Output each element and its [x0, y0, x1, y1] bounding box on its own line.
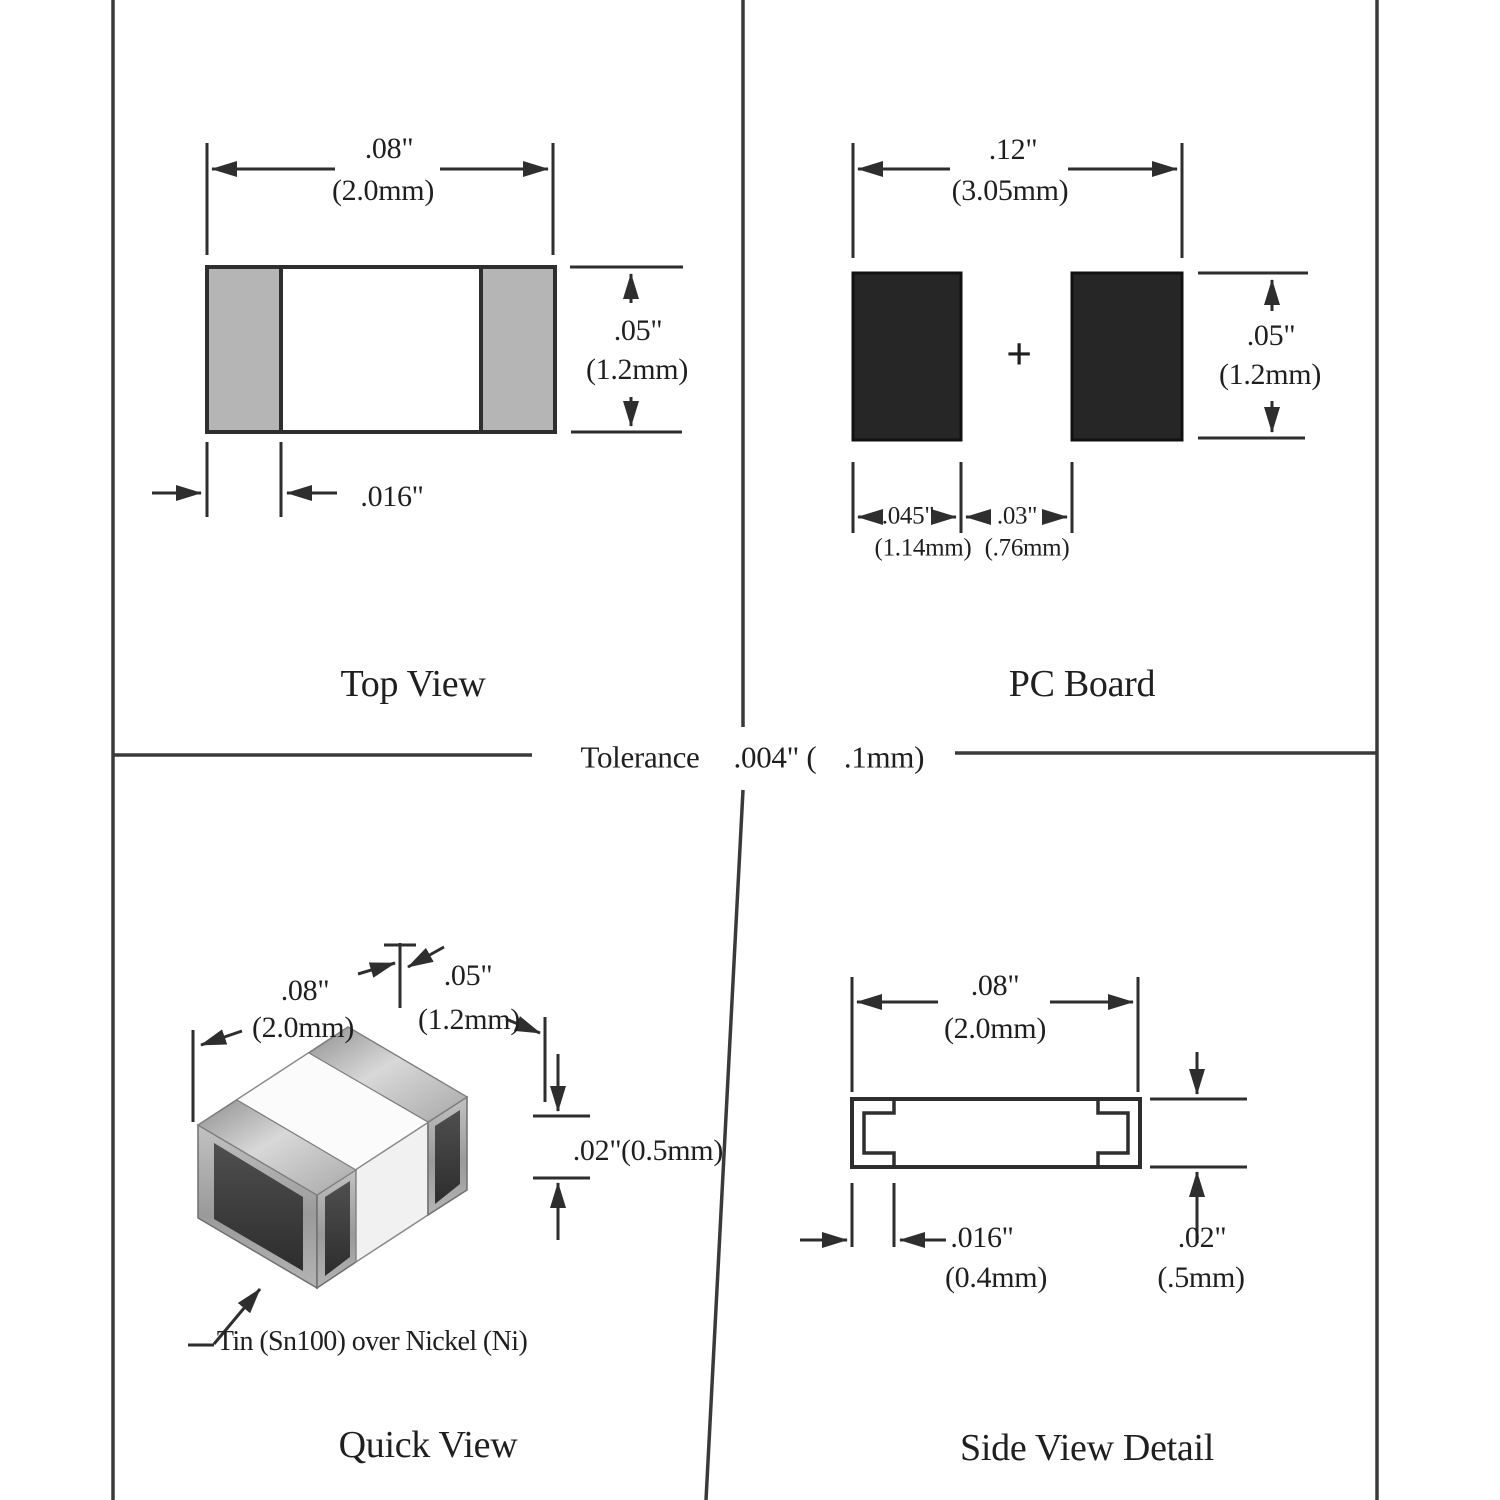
tolerance-inch-value: .004" (: [733, 739, 817, 775]
quickview-width-mm-label: (1.2mm): [417, 1003, 521, 1036]
side-view-caption: Side View Detail: [960, 1427, 1214, 1469]
pcboard-pad-inch-label: .045": [881, 502, 935, 530]
pcboard-plus-mark: +: [1006, 328, 1032, 379]
solder-pad-left: [853, 273, 961, 440]
pcboard-height-mm-label: (1.2mm): [1218, 358, 1322, 391]
pcboard-height-inch-label: .05": [1246, 319, 1296, 352]
topview-length-mm-label: (2.0mm): [331, 174, 435, 207]
pc-board-drawing: [853, 143, 1308, 533]
side-height-dimension: [1150, 1052, 1247, 1243]
pad-height-dimension: [1198, 273, 1308, 438]
quick-view-drawing: [188, 943, 590, 1345]
pcboard-gap-inch-label: .03": [996, 502, 1038, 530]
sideview-cap-mm-label: (0.4mm): [944, 1261, 1048, 1294]
quickview-height-inch-label: .02": [572, 1134, 622, 1167]
topview-length-inch-label: .08": [364, 132, 414, 165]
quickview-length-inch-label: .08": [280, 974, 330, 1007]
sideview-length-mm-label: (2.0mm): [943, 1012, 1047, 1045]
pcboard-span-mm-label: (3.05mm): [951, 174, 1069, 207]
chip-right-terminal: [481, 267, 555, 432]
quickview-length-mm-label: (2.0mm): [251, 1011, 355, 1044]
plating-note: Tin (Sn100) over Nickel (Ni): [216, 1326, 528, 1357]
pcboard-span-inch-label: .12": [988, 133, 1038, 166]
terminal-width-dimension: [152, 442, 337, 517]
topview-cap-inch-label: .016": [360, 480, 424, 513]
topview-width-mm-label: (1.2mm): [585, 353, 689, 386]
sideview-cap-inch-label: .016": [950, 1221, 1014, 1254]
tolerance-label: Tolerance: [580, 739, 700, 775]
width-dimension: [570, 267, 683, 432]
quickview-width-inch-label: .05": [443, 959, 493, 992]
sideview-height-inch-label: .02": [1177, 1221, 1227, 1254]
quick-view-caption: Quick View: [338, 1424, 518, 1466]
pc-board-caption: PC Board: [1008, 663, 1156, 705]
side-cap-width-dimension: [800, 1183, 946, 1247]
pcboard-pad-mm-label: (1.14mm): [874, 534, 972, 562]
chip-left-terminal: [207, 267, 281, 432]
top-view-caption: Top View: [340, 663, 486, 705]
quickview-height-mm-label: (0.5mm): [620, 1134, 724, 1167]
sideview-height-mm-label: (.5mm): [1157, 1261, 1245, 1294]
solder-pad-right: [1072, 273, 1182, 440]
tolerance-mm-value: .1mm): [843, 739, 925, 775]
topview-width-inch-label: .05": [613, 314, 663, 347]
pcboard-gap-mm-label: (.76mm): [984, 534, 1070, 562]
sideview-length-inch-label: .08": [970, 969, 1020, 1002]
